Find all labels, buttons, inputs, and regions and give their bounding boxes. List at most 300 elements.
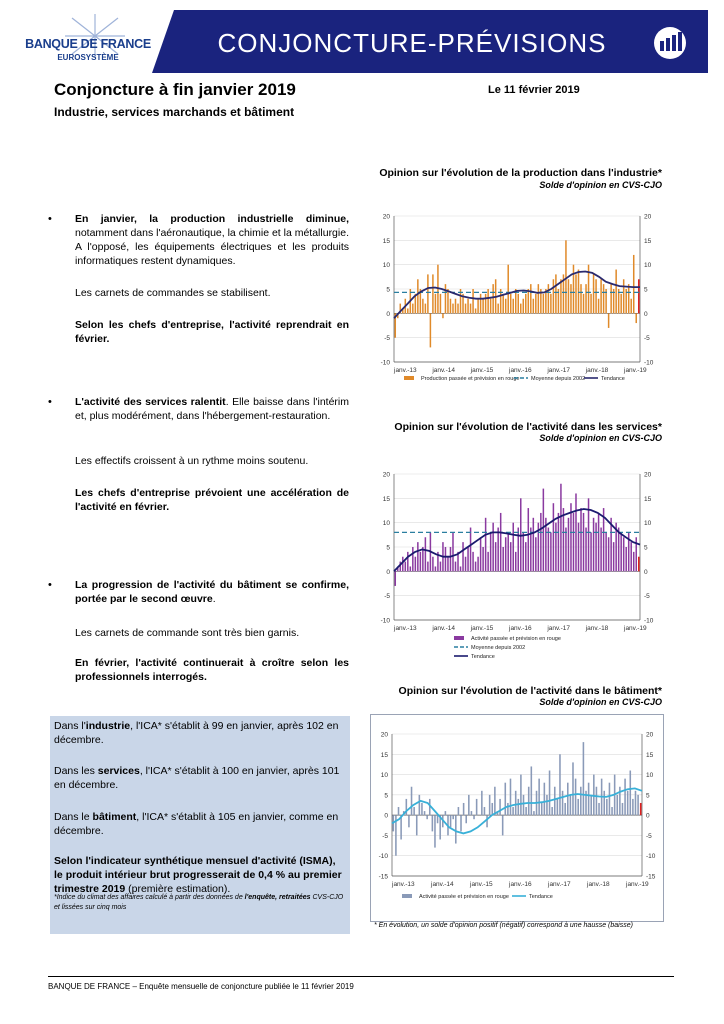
bar: [458, 807, 460, 815]
services-outlook: Les chefs d'entreprise prévoient une accélération de l'activité en février.: [75, 487, 349, 513]
ica-building: Dans le bâtiment, l'ICA* s'établit à 105 en janvier, comme en décembre.: [54, 811, 339, 837]
bar: [525, 807, 527, 815]
bar: [500, 513, 502, 571]
org-subtitle: EUROSYSTÈME: [57, 53, 119, 62]
bar: [560, 484, 562, 572]
y-tick-left: -10: [380, 359, 390, 367]
bar: [499, 799, 501, 815]
page-title: Conjoncture à fin janvier 2019: [54, 80, 296, 99]
bar: [623, 537, 625, 571]
bar: [415, 557, 417, 572]
chart-building-subtitle: Solde d'opinion en CVS-CJO: [539, 697, 662, 707]
ica-industry: Dans l'industrie, l'ICA* s'établit à 99 en janvier, après 102 en décembre.: [54, 720, 339, 746]
bar: [417, 542, 419, 571]
bar: [505, 783, 507, 815]
bar: [432, 274, 434, 313]
y-tick-right: 0: [644, 568, 648, 576]
bar: [590, 795, 592, 815]
bar: [635, 791, 637, 815]
bar: [570, 795, 572, 815]
org-name: BANQUE DE FRANCE: [25, 37, 151, 51]
bar: [598, 299, 600, 314]
bar: [497, 528, 499, 572]
bar: [455, 562, 457, 572]
bar: [533, 299, 535, 314]
bar: [468, 795, 470, 815]
y-tick-right: 5: [646, 792, 650, 800]
bar: [583, 742, 585, 815]
bar: [518, 294, 520, 313]
bar: [502, 294, 504, 313]
bar: [553, 279, 555, 313]
bar: [611, 807, 613, 815]
bar: [424, 811, 426, 815]
y-tick-left: 5: [386, 544, 390, 552]
x-tick-label: janv.-17: [548, 881, 571, 888]
x-tick-label: janv.-19: [624, 367, 647, 374]
bar: [603, 791, 605, 815]
bar: [623, 279, 625, 313]
y-tick-left: 15: [382, 237, 390, 245]
y-tick-right: 10: [644, 520, 652, 528]
x-tick-label: janv.-15: [470, 367, 494, 374]
y-tick-right: 15: [646, 751, 654, 759]
bar: [520, 775, 522, 816]
bar: [585, 528, 587, 572]
bar: [638, 557, 640, 572]
bar: [463, 803, 465, 815]
bar: [440, 294, 442, 313]
bar: [638, 279, 640, 313]
bar: [565, 240, 567, 313]
x-tick-label: janv.-17: [547, 367, 570, 374]
services-lead: L'activité des services ralentit. Elle baisse dans l'intérim et, plus modérément, dans l'hébergement-restauration.: [75, 396, 349, 422]
y-tick-right: -5: [644, 593, 650, 601]
bar: [609, 783, 611, 815]
chart-building: [372, 726, 662, 912]
y-tick-left: 10: [382, 520, 390, 528]
bar: [512, 299, 514, 314]
x-tick-label: janv.-18: [585, 625, 609, 632]
bar: [407, 552, 409, 571]
y-tick-right: 20: [644, 213, 652, 221]
y-tick-left: 20: [382, 471, 390, 479]
bar: [491, 803, 493, 815]
bar: [572, 762, 574, 815]
bar: [515, 791, 517, 815]
chart-building-title: Opinion sur l'évolution de l'activité dans le bâtiment*: [398, 685, 662, 697]
bar: [484, 807, 486, 815]
bar: [563, 508, 565, 571]
bar: [593, 775, 595, 816]
isma-gdp: Selon l'indicateur synthétique mensuel d'activité (ISMA), le produit intérieur brut progresserait de 0,4 % au premier trimestre 2019 (première estimation).: [54, 855, 342, 895]
bar: [472, 289, 474, 313]
bar: [452, 815, 454, 819]
bar: [520, 304, 522, 314]
y-tick-right: 5: [644, 544, 648, 552]
bar: [575, 274, 577, 313]
bar: [533, 518, 535, 572]
bar: [588, 783, 590, 815]
page-subtitle: Industrie, services marchands et bâtiment: [54, 105, 295, 119]
legend-label: Activité passée et prévision en rouge: [471, 636, 561, 642]
bar: [480, 294, 482, 313]
bar: [412, 304, 414, 314]
y-tick-right: 0: [644, 310, 648, 318]
bar: [455, 299, 457, 314]
y-tick-left: 0: [384, 812, 388, 820]
bar: [548, 284, 550, 313]
bar: [435, 294, 437, 313]
bar: [434, 815, 436, 847]
bar: [398, 807, 400, 815]
y-tick-left: -10: [378, 853, 388, 861]
y-tick-left: 5: [384, 792, 388, 800]
y-tick-right: 0: [646, 812, 650, 820]
y-tick-left: 10: [380, 772, 388, 780]
bar: [633, 552, 635, 571]
bar: [420, 552, 422, 571]
bar: [426, 815, 428, 819]
bar: [590, 532, 592, 571]
bar: [573, 265, 575, 314]
bar: [470, 528, 472, 572]
bdf-logo: [18, 14, 158, 68]
bar: [632, 799, 634, 815]
bar: [482, 547, 484, 571]
bar: [568, 518, 570, 572]
bar: [541, 803, 543, 815]
bar: [557, 799, 559, 815]
bar: [531, 766, 533, 815]
y-tick-right: 10: [646, 772, 654, 780]
y-tick-left: 15: [382, 495, 390, 503]
bar: [485, 518, 487, 572]
bar: [411, 787, 413, 815]
bar: [407, 308, 409, 313]
bar: [497, 304, 499, 314]
bar: [578, 270, 580, 314]
bar: [618, 528, 620, 572]
bar: [465, 304, 467, 314]
bar: [427, 562, 429, 572]
bar: [462, 542, 464, 571]
bar: [553, 503, 555, 571]
y-tick-left: -15: [378, 873, 388, 881]
bar: [477, 299, 479, 314]
bar: [575, 493, 577, 571]
bar: [523, 795, 525, 815]
y-tick-left: 20: [382, 213, 390, 221]
y-tick-left: 0: [386, 568, 390, 576]
bar: [523, 532, 525, 571]
legend-swatch: [454, 636, 464, 640]
x-tick-label: janv.-15: [470, 881, 493, 888]
bar: [485, 294, 487, 313]
bar: [560, 279, 562, 313]
building-lead: La progression de l'activité du bâtiment se confirme, portée par le second œuvre.: [75, 579, 349, 605]
bar: [630, 542, 632, 571]
ica-footnote: *Indice du climat des affaires calculé à partir des données de l'enquête, retraitées CVS-CJO et lissées sur cinq mois: [54, 894, 344, 911]
bar: [568, 279, 570, 313]
y-tick-right: -5: [644, 335, 650, 343]
bar: [422, 547, 424, 571]
bar: [486, 815, 488, 827]
x-tick-label: janv.-13: [392, 881, 415, 888]
bar: [625, 547, 627, 571]
bar: [558, 513, 560, 571]
bullet-3: •: [48, 579, 52, 591]
bar: [432, 557, 434, 572]
y-tick-left: 5: [386, 286, 390, 294]
bar: [627, 791, 629, 815]
bar: [549, 771, 551, 816]
bar: [460, 815, 462, 831]
bar: [518, 799, 520, 815]
footer-text: BANQUE DE FRANCE – Enquête mensuelle de conjoncture publiée le 11 février 2019: [48, 982, 354, 991]
bar: [510, 294, 512, 313]
x-tick-label: janv.-18: [587, 881, 610, 888]
bar: [630, 299, 632, 314]
y-tick-right: -10: [646, 853, 656, 861]
legend-swatch: [404, 376, 414, 380]
bar: [475, 308, 477, 313]
y-tick-left: 0: [386, 310, 390, 318]
bar: [528, 508, 530, 571]
y-tick-left: -5: [384, 335, 390, 343]
x-tick-label: janv.-17: [547, 625, 570, 632]
bar: [507, 265, 509, 314]
bar: [535, 294, 537, 313]
bar: [416, 815, 418, 835]
bar: [564, 803, 566, 815]
bar: [600, 528, 602, 572]
bar: [465, 815, 467, 823]
bar: [620, 532, 622, 571]
bar: [525, 542, 527, 571]
bar: [570, 284, 572, 313]
bar: [615, 270, 617, 314]
bar: [467, 299, 469, 314]
bar: [417, 279, 419, 313]
bar: [551, 807, 553, 815]
chart-industry-subtitle: Solde d'opinion en CVS-CJO: [539, 180, 662, 190]
bar: [450, 299, 452, 314]
bar: [465, 557, 467, 572]
bar: [596, 787, 598, 815]
bar: [507, 532, 509, 571]
bar: [533, 811, 535, 815]
bar: [562, 791, 564, 815]
banner-title: CONJONCTURE-PRÉVISIONS: [217, 28, 607, 58]
y-tick-left: 10: [382, 262, 390, 270]
bar: [413, 807, 415, 815]
bar: [452, 304, 454, 314]
bar: [490, 532, 492, 571]
bar: [437, 815, 439, 823]
bar: [583, 513, 585, 571]
chart-industry: [368, 210, 664, 400]
industry-outlook: Selon les chefs d'entreprise, l'activité reprendrait en février.: [75, 319, 349, 345]
bar: [583, 294, 585, 313]
y-tick-right: 15: [644, 495, 652, 503]
bar: [546, 795, 548, 815]
bar: [535, 537, 537, 571]
x-tick-label: janv.-14: [432, 367, 455, 374]
y-tick-right: -5: [646, 832, 652, 840]
bar: [595, 523, 597, 572]
bar: [550, 294, 552, 313]
services-staff: Les effectifs croissent à un rythme moins soutenu.: [75, 455, 309, 467]
bar: [608, 313, 610, 328]
bar: [395, 571, 397, 586]
bar: [635, 313, 637, 323]
bar: [543, 294, 545, 313]
chart-services: [368, 466, 664, 676]
bar: [610, 284, 612, 313]
legend-label: Tendance: [601, 376, 625, 382]
bullet-1: •: [48, 213, 52, 225]
bar: [544, 783, 546, 815]
bar: [559, 754, 561, 815]
bar: [502, 547, 504, 571]
bar: [490, 299, 492, 314]
legend-label: Activité passée et prévision en rouge: [419, 894, 509, 900]
legend-label: Production passée et prévision en rouge: [421, 376, 520, 382]
bar: [487, 289, 489, 313]
x-tick-label: janv.-15: [470, 625, 494, 632]
bar: [530, 284, 532, 313]
footer-divider: [48, 976, 674, 977]
x-tick-label: janv.-13: [394, 625, 417, 632]
bar: [457, 304, 459, 314]
bar: [528, 787, 530, 815]
bar: [427, 274, 429, 313]
y-tick-left: 20: [380, 731, 388, 739]
legend-swatch: [402, 894, 412, 898]
legend-label: Tendance: [471, 654, 495, 660]
bar: [554, 787, 556, 815]
bar: [435, 566, 437, 571]
bar: [447, 289, 449, 313]
legend-label: Tendance: [529, 894, 553, 900]
bar: [585, 284, 587, 313]
bar: [445, 547, 447, 571]
bar: [600, 279, 602, 313]
bar: [450, 547, 452, 571]
publication-date: Le 11 février 2019: [488, 84, 580, 96]
bar: [555, 523, 557, 572]
x-tick-label: janv.-18: [585, 367, 609, 374]
y-tick-left: -5: [382, 832, 388, 840]
bar: [598, 513, 600, 571]
industry-lead: En janvier, la production industrielle diminue, notamment dans l'aéronautique, la chimie et la métallurgie. A l'opposé, les équipements électriques et les produits informatiques restent dynamiques.: [75, 213, 349, 267]
bar: [518, 528, 520, 572]
bar: [492, 284, 494, 313]
bar: [467, 547, 469, 571]
bar: [512, 807, 514, 815]
bar: [613, 542, 615, 571]
bar: [603, 284, 605, 313]
x-tick-label: janv.-13: [394, 367, 417, 374]
bar: [598, 803, 600, 815]
bar: [573, 513, 575, 571]
bar: [624, 779, 626, 816]
bar: [578, 523, 580, 572]
y-tick-right: -15: [646, 873, 656, 881]
bar: [528, 289, 530, 313]
bar: [489, 795, 491, 815]
x-tick-label: janv.-16: [509, 367, 532, 374]
bar: [450, 815, 452, 827]
y-tick-right: 10: [644, 262, 652, 270]
logo-star-icon: [60, 14, 130, 58]
bar: [580, 284, 582, 313]
ica-services: Dans les services, l'ICA* s'établit à 100 en janvier, après 101 en décembre.: [54, 765, 340, 791]
bar: [440, 562, 442, 572]
bar: [471, 811, 473, 815]
y-tick-right: -10: [644, 359, 654, 367]
bar: [445, 811, 447, 815]
bar: [430, 313, 432, 347]
bar: [616, 795, 618, 815]
bar: [515, 552, 517, 571]
building-orders: Les carnets de commande sont très bien garnis.: [75, 627, 300, 639]
bar: [512, 523, 514, 572]
bar: [577, 799, 579, 815]
bar: [480, 537, 482, 571]
bar: [405, 562, 407, 572]
bar: [481, 791, 483, 815]
chart-industry-title: Opinion sur l'évolution de la production dans l'industrie*: [379, 167, 662, 179]
bar: [507, 803, 509, 815]
bar: [477, 557, 479, 572]
bar: [419, 795, 421, 815]
bar: [473, 815, 475, 819]
bar: [425, 304, 427, 314]
y-tick-right: 20: [644, 471, 652, 479]
bar: [495, 542, 497, 571]
bar: [595, 279, 597, 313]
legend-label: Moyenne depuis 2002: [471, 645, 526, 651]
bar: [410, 566, 412, 571]
x-tick-label: janv.-19: [626, 881, 649, 888]
bar: [460, 566, 462, 571]
bar: [525, 294, 527, 313]
bar: [593, 518, 595, 572]
bar: [402, 557, 404, 572]
legend-label: Moyenne depuis 2002: [531, 376, 586, 382]
bar: [412, 547, 414, 571]
bar: [620, 294, 622, 313]
bar: [505, 299, 507, 314]
bar: [505, 537, 507, 571]
bar: [543, 489, 545, 572]
bar: [476, 799, 478, 815]
x-tick-label: janv.-14: [432, 625, 455, 632]
x-tick-label: janv.-16: [509, 625, 532, 632]
bar: [538, 779, 540, 816]
building-outlook: En février, l'activité continuerait à croître selon les professionnels interrogés.: [75, 657, 349, 683]
bar: [487, 552, 489, 571]
bullet-2: •: [48, 396, 52, 408]
bar: [580, 508, 582, 571]
y-tick-right: 15: [644, 237, 652, 245]
bar: [452, 532, 454, 571]
y-tick-right: -10: [644, 617, 654, 625]
bar: [548, 528, 550, 572]
industry-orders: Les carnets de commandes se stabilisent.: [75, 287, 271, 299]
